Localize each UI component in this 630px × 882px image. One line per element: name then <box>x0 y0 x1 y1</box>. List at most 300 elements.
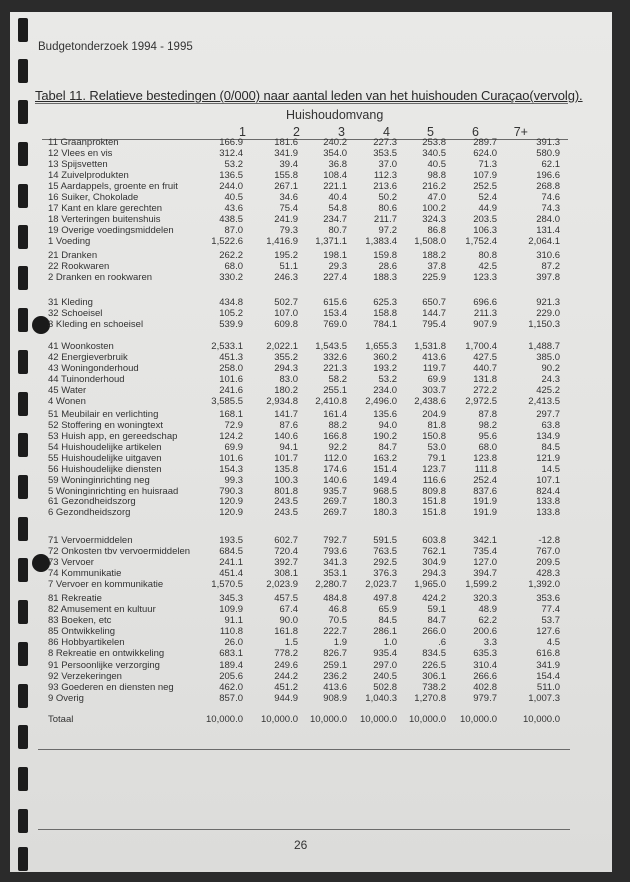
cell-value: .6 <box>438 637 446 649</box>
cell-value: 4.5 <box>546 637 560 649</box>
row-label: 1 Voeding <box>48 236 91 248</box>
cell-value: 244.2 <box>274 671 298 683</box>
cell-value: 424.2 <box>422 593 446 604</box>
row-label: 45 Water <box>48 385 87 397</box>
table-row <box>10 420 612 431</box>
row-label: 42 Energieverbruik <box>48 352 128 364</box>
cell-value: 502.7 <box>274 297 298 308</box>
cell-value: 720.4 <box>274 546 298 558</box>
row-label: 4 Wonen <box>48 396 86 408</box>
running-head: Budgetonderzoek 1994 - 1995 <box>38 41 193 53</box>
cell-value: 502.8 <box>373 682 397 694</box>
cell-value: 54.8 <box>328 203 347 215</box>
cell-value: 427.5 <box>473 352 497 364</box>
row-label: 11 Graanprokten <box>48 137 119 148</box>
cell-value: 240.2 <box>323 137 347 148</box>
row-label: 85 Ontwikkeling <box>48 626 116 638</box>
cell-value: 221.1 <box>323 181 347 193</box>
cell-value: 284.0 <box>536 214 560 226</box>
cell-value: 272.2 <box>473 385 497 397</box>
row-label: 17 Kant en klare gerechten <box>48 203 163 215</box>
cell-value: 161.8 <box>274 626 298 638</box>
cell-value: 150.8 <box>422 431 446 443</box>
cell-value: 131.4 <box>536 225 560 237</box>
cell-value: 2,023.7 <box>365 579 397 591</box>
cell-value: 84.7 <box>427 615 446 627</box>
cell-value: 1,655.3 <box>365 341 397 352</box>
cell-value: 94.1 <box>279 442 298 454</box>
cell-value: 80.7 <box>328 225 347 237</box>
binding-hole-icon <box>18 18 28 42</box>
cell-value: 134.9 <box>536 431 560 443</box>
cell-value: 266.0 <box>422 626 446 638</box>
column-header: 3 <box>338 125 345 139</box>
cell-value: 227.3 <box>373 137 397 148</box>
cell-value: 58.2 <box>328 374 347 386</box>
cell-value: 3.3 <box>483 637 497 649</box>
table-row <box>10 557 612 568</box>
title-rule <box>35 103 568 104</box>
cell-value: 580.9 <box>536 148 560 160</box>
table-row <box>10 385 612 396</box>
table-row <box>10 442 612 453</box>
cell-value: 2,496.0 <box>365 396 397 408</box>
cell-value: 2,023.9 <box>266 579 298 591</box>
cell-value: 511.0 <box>536 682 560 694</box>
table-row <box>10 341 612 352</box>
table-row <box>10 660 612 671</box>
cell-value: 87.2 <box>541 261 560 273</box>
cell-value: 625.3 <box>373 297 397 308</box>
cell-value: 1,752.4 <box>465 236 497 248</box>
cell-value: 793.6 <box>323 546 347 558</box>
row-label: 59 Woninginrichting neg <box>48 475 150 487</box>
cell-value: 209.5 <box>536 557 560 569</box>
cell-value: 241.1 <box>219 557 243 569</box>
cell-value: 24.3 <box>541 374 560 386</box>
row-label: 7 Vervoer en kommunikatie <box>48 579 164 591</box>
column-header: 7+ <box>513 125 528 139</box>
cell-value: 189.4 <box>219 660 243 671</box>
cell-value: 43.6 <box>224 203 243 215</box>
table-row <box>10 181 612 192</box>
row-label: Totaal <box>48 714 74 725</box>
cell-value: 83.0 <box>279 374 298 386</box>
cell-value: 246.3 <box>274 272 298 284</box>
cell-value: 101.6 <box>219 374 243 386</box>
cell-value: 141.7 <box>274 409 298 420</box>
cell-value: 255.1 <box>323 385 347 397</box>
cell-value: 392.7 <box>274 557 298 569</box>
cell-value: 2,410.8 <box>315 396 347 408</box>
cell-value: 440.7 <box>473 363 497 375</box>
cell-value: 1,965.0 <box>414 579 446 591</box>
cell-value: 53.0 <box>427 442 446 454</box>
cell-value: 98.2 <box>478 420 497 432</box>
cell-value: 193.2 <box>373 363 397 375</box>
cell-value: 1,599.2 <box>465 579 497 591</box>
table-row <box>10 648 612 659</box>
cell-value: 154.4 <box>536 671 560 683</box>
cell-value: 341.9 <box>536 660 560 671</box>
cell-value: 294.3 <box>274 363 298 375</box>
cell-value: 297.0 <box>373 660 397 671</box>
cell-value: 68.0 <box>224 261 243 273</box>
cell-value: 123.3 <box>473 272 497 284</box>
cell-value: 252.4 <box>473 475 497 487</box>
cell-value: 2,280.7 <box>315 579 347 591</box>
cell-value: 98.8 <box>427 170 446 182</box>
cell-value: 151.8 <box>422 496 446 507</box>
row-label: 82 Amusement en kultuur <box>48 604 156 616</box>
cell-value: 539.9 <box>219 319 243 331</box>
row-label: 6 Gezondheidszorg <box>48 507 131 519</box>
cell-value: 107.9 <box>473 170 497 182</box>
cell-value: 267.1 <box>274 181 298 193</box>
cell-value: 266.6 <box>473 671 497 683</box>
table-row <box>10 192 612 203</box>
table-row <box>10 203 612 214</box>
cell-value: 123.8 <box>473 453 497 465</box>
cell-value: 262.2 <box>219 250 243 261</box>
footer-rule <box>38 829 570 830</box>
cell-value: 304.9 <box>422 557 446 569</box>
cell-value: 100.2 <box>422 203 446 215</box>
cell-value: 140.6 <box>274 431 298 443</box>
document-page <box>10 12 612 872</box>
cell-value: 241.9 <box>274 214 298 226</box>
table-row <box>10 546 612 557</box>
table-row <box>10 250 612 261</box>
column-header: 6 <box>472 125 479 139</box>
cell-value: 236.2 <box>323 671 347 683</box>
cell-value: 767.0 <box>536 546 560 558</box>
table-row <box>10 637 612 648</box>
table-row <box>10 308 612 319</box>
cell-value: 249.6 <box>274 660 298 671</box>
cell-value: 90.0 <box>279 615 298 627</box>
row-label: 91 Persoonlijke verzorging <box>48 660 160 671</box>
cell-value: 74.3 <box>541 203 560 215</box>
cell-value: 1.9 <box>333 637 347 649</box>
cell-value: 79.3 <box>279 225 298 237</box>
cell-value: 763.5 <box>373 546 397 558</box>
cell-value: 225.9 <box>422 272 446 284</box>
cell-value: 188.3 <box>373 272 397 284</box>
cell-value: 2,413.5 <box>528 396 560 408</box>
cell-value: 75.4 <box>279 203 298 215</box>
cell-value: 161.4 <box>323 409 347 420</box>
row-label: 72 Onkosten tbv vervoermiddelen <box>48 546 191 558</box>
cell-value: 120.9 <box>219 507 243 519</box>
cell-value: 37.8 <box>427 261 446 273</box>
cell-value: 70.5 <box>328 615 347 627</box>
row-label: 92 Verzekeringen <box>48 671 122 683</box>
cell-value: 297.7 <box>536 409 560 420</box>
cell-value: 110.8 <box>219 626 243 638</box>
cell-value: 484.8 <box>323 593 347 604</box>
cell-value: 180.2 <box>274 385 298 397</box>
table-row <box>10 214 612 225</box>
cell-value: 28.6 <box>378 261 397 273</box>
cell-value: 269.7 <box>323 496 347 507</box>
cell-value: 47.0 <box>427 192 446 204</box>
cell-value: 211.7 <box>373 214 397 226</box>
cell-value: 294.3 <box>422 568 446 580</box>
cell-value: 53.2 <box>224 159 243 171</box>
row-label: 44 Tuinonderhoud <box>48 374 125 386</box>
cell-value: 109.9 <box>219 604 243 616</box>
row-label: 2 Dranken en rookwaren <box>48 272 153 284</box>
cell-value: 1,371.1 <box>315 236 347 248</box>
table-row <box>10 626 612 637</box>
cell-value: 603.8 <box>422 535 446 546</box>
cell-value: 163.2 <box>373 453 397 465</box>
row-label: 9 Overig <box>48 693 84 705</box>
cell-value: 127.6 <box>536 626 560 638</box>
table-row <box>10 297 612 308</box>
cell-value: 119.7 <box>422 363 446 375</box>
cell-value: 624.0 <box>473 148 497 160</box>
row-label: 16 Suiker, Chokolade <box>48 192 139 204</box>
cell-value: 196.6 <box>536 170 560 182</box>
cell-value: 222.7 <box>323 626 347 638</box>
row-label: 53 Huish app, en gereedschap <box>48 431 178 443</box>
cell-value: 39.4 <box>279 159 298 171</box>
cell-value: 332.6 <box>323 352 347 364</box>
cell-value: 74.6 <box>541 192 560 204</box>
binding-hole-icon <box>18 847 28 871</box>
binding-hole-icon <box>18 100 28 124</box>
row-label: 13 Spijsvetten <box>48 159 108 171</box>
cell-value: 198.1 <box>323 250 347 261</box>
table-row <box>10 148 612 159</box>
row-label: 14 Zuivelprodukten <box>48 170 129 182</box>
cell-value: 80.8 <box>478 250 497 261</box>
cell-value: 221.3 <box>323 363 347 375</box>
cell-value: 615.6 <box>323 297 347 308</box>
cell-value: 174.6 <box>323 464 347 476</box>
table-row <box>10 225 612 236</box>
cell-value: 792.7 <box>323 535 347 546</box>
cell-value: 135.6 <box>373 409 397 420</box>
cell-value: 10,000.0 <box>310 714 347 725</box>
cell-value: 308.1 <box>274 568 298 580</box>
cell-value: 168.1 <box>219 409 243 420</box>
cell-value: 1,543.5 <box>315 341 347 352</box>
cell-value: 354.0 <box>323 148 347 160</box>
cell-value: 153.4 <box>323 308 347 320</box>
cell-value: 191.9 <box>473 496 497 507</box>
cell-value: 135.8 <box>274 464 298 476</box>
table-row <box>10 714 612 725</box>
cell-value: 286.1 <box>373 626 397 638</box>
cell-value: 112.0 <box>323 453 347 465</box>
cell-value: 195.2 <box>274 250 298 261</box>
cell-value: 101.6 <box>219 453 243 465</box>
cell-value: 44.9 <box>478 203 497 215</box>
cell-value: 243.5 <box>274 507 298 519</box>
cell-value: 100.3 <box>274 475 298 487</box>
table-row <box>10 475 612 486</box>
cell-value: 136.5 <box>219 170 243 182</box>
table-row <box>10 453 612 464</box>
row-label: 41 Woonkosten <box>48 341 114 352</box>
cell-value: 91.1 <box>224 615 243 627</box>
cell-value: 908.9 <box>323 693 347 705</box>
cell-value: 52.4 <box>478 192 497 204</box>
cell-value: 234.0 <box>373 385 397 397</box>
cell-value: 360.2 <box>373 352 397 364</box>
cell-value: 92.2 <box>328 442 347 454</box>
cell-value: 180.3 <box>373 496 397 507</box>
cell-value: 269.7 <box>323 507 347 519</box>
row-label: 15 Aardappels, groente en fruit <box>48 181 178 193</box>
cell-value: 253.8 <box>422 137 446 148</box>
cell-value: 94.0 <box>378 420 397 432</box>
cell-value: 121.9 <box>536 453 560 465</box>
cell-value: 801.8 <box>274 486 298 498</box>
cell-value: 353.1 <box>323 568 347 580</box>
cell-value: 166.8 <box>323 431 347 443</box>
cell-value: 123.7 <box>422 464 446 476</box>
cell-value: 46.8 <box>328 604 347 616</box>
row-label: 12 Vlees en vis <box>48 148 113 160</box>
cell-value: 935.7 <box>323 486 347 498</box>
cell-value: 67.4 <box>279 604 298 616</box>
row-label: 71 Vervoermiddelen <box>48 535 133 546</box>
table-row <box>10 671 612 682</box>
cell-value: 59.1 <box>427 604 446 616</box>
row-label: 21 Dranken <box>48 250 98 261</box>
column-group-header: Huishoudomvang <box>286 108 384 122</box>
table-row <box>10 352 612 363</box>
cell-value: 10,000.0 <box>409 714 446 725</box>
cell-value: 37.0 <box>378 159 397 171</box>
cell-value: 1,522.6 <box>211 236 243 248</box>
cell-value: 402.8 <box>473 682 497 694</box>
cell-value: 353.5 <box>373 148 397 160</box>
cell-value: 907.9 <box>473 319 497 331</box>
row-label: 93 Goederen en diensten neg <box>48 682 174 694</box>
cell-value: 252.5 <box>473 181 497 193</box>
table-title: Tabel 11. Relatieve bestedingen (0/000) naar aantal leden van het huishouden Curaçao(vervolg). <box>35 88 583 103</box>
table-row <box>10 693 612 704</box>
cell-value: 330.2 <box>219 272 243 284</box>
cell-value: 1,383.4 <box>365 236 397 248</box>
row-label: 52 Stoffering en woningtext <box>48 420 163 432</box>
cell-value: 77.4 <box>541 604 560 616</box>
cell-value: 324.3 <box>422 214 446 226</box>
cell-value: 87.6 <box>279 420 298 432</box>
cell-value: 809.8 <box>422 486 446 498</box>
cell-value: 151.4 <box>373 464 397 476</box>
table-row <box>10 409 612 420</box>
table-row <box>10 496 612 507</box>
binding-hole-icon <box>18 59 28 83</box>
cell-value: 2,064.1 <box>528 236 560 248</box>
cell-value: 81.8 <box>427 420 446 432</box>
cell-value: 120.9 <box>219 496 243 507</box>
cell-value: 385.0 <box>536 352 560 364</box>
cell-value: 84.7 <box>378 442 397 454</box>
cell-value: 62.2 <box>478 615 497 627</box>
cell-value: 84.5 <box>378 615 397 627</box>
cell-value: 2,022.1 <box>266 341 298 352</box>
table-row <box>10 615 612 626</box>
cell-value: 1,700.4 <box>465 341 497 352</box>
cell-value: 268.8 <box>536 181 560 193</box>
cell-value: 227.4 <box>323 272 347 284</box>
column-header: 4 <box>383 125 390 139</box>
row-label: 61 Gezondheidszorg <box>48 496 136 507</box>
cell-value: 341.3 <box>323 557 347 569</box>
cell-value: 609.8 <box>274 319 298 331</box>
cell-value: 180.3 <box>373 507 397 519</box>
cell-value: 63.8 <box>541 420 560 432</box>
cell-value: 243.5 <box>274 496 298 507</box>
page-number: 26 <box>294 838 308 852</box>
cell-value: 451.4 <box>219 568 243 580</box>
cell-value: 784.1 <box>373 319 397 331</box>
cell-value: 944.9 <box>274 693 298 705</box>
cell-value: 48.9 <box>478 604 497 616</box>
cell-value: 616.8 <box>536 648 560 660</box>
cell-value: 107.1 <box>536 475 560 487</box>
cell-value: 413.6 <box>323 682 347 694</box>
cell-value: 451.2 <box>274 682 298 694</box>
row-label: 19 Overige voedingsmiddelen <box>48 225 174 237</box>
cell-value: 457.5 <box>274 593 298 604</box>
cell-value: 1,007.3 <box>528 693 560 705</box>
cell-value: 341.9 <box>274 148 298 160</box>
cell-value: 203.5 <box>473 214 497 226</box>
cell-value: 340.5 <box>422 148 446 160</box>
table-row <box>10 396 612 407</box>
cell-value: 80.6 <box>378 203 397 215</box>
cell-value: 29.3 <box>328 261 347 273</box>
cell-value: 188.2 <box>422 250 446 261</box>
cell-value: 428.3 <box>536 568 560 580</box>
cell-value: 193.5 <box>219 535 243 546</box>
table-row <box>10 261 612 272</box>
row-label: 51 Meubilair en verlichting <box>48 409 159 420</box>
cell-value: 40.5 <box>224 192 243 204</box>
cell-value: 10,000.0 <box>360 714 397 725</box>
cell-value: 1,392.0 <box>528 579 560 591</box>
row-label: 74 Kommunikatie <box>48 568 122 580</box>
cell-value: 1.0 <box>383 637 397 649</box>
cell-value: 10,000.0 <box>523 714 560 725</box>
cell-value: 84.5 <box>541 442 560 454</box>
cell-value: 68.0 <box>478 442 497 454</box>
cell-value: 650.7 <box>422 297 446 308</box>
column-header: 2 <box>293 125 300 139</box>
table-row <box>10 464 612 475</box>
cell-value: 968.5 <box>373 486 397 498</box>
table-row <box>10 137 612 148</box>
row-label: 18 Verteringen buitenshuis <box>48 214 161 226</box>
cell-value: 159.8 <box>373 250 397 261</box>
cell-value: 1,531.8 <box>414 341 446 352</box>
cell-value: 497.8 <box>373 593 397 604</box>
cell-value: 14.5 <box>541 464 560 476</box>
cell-value: 53.2 <box>378 374 397 386</box>
cell-value: 259.1 <box>323 660 347 671</box>
cell-value: 133.8 <box>536 496 560 507</box>
cell-value: 127.0 <box>473 557 497 569</box>
table-row <box>10 272 612 283</box>
